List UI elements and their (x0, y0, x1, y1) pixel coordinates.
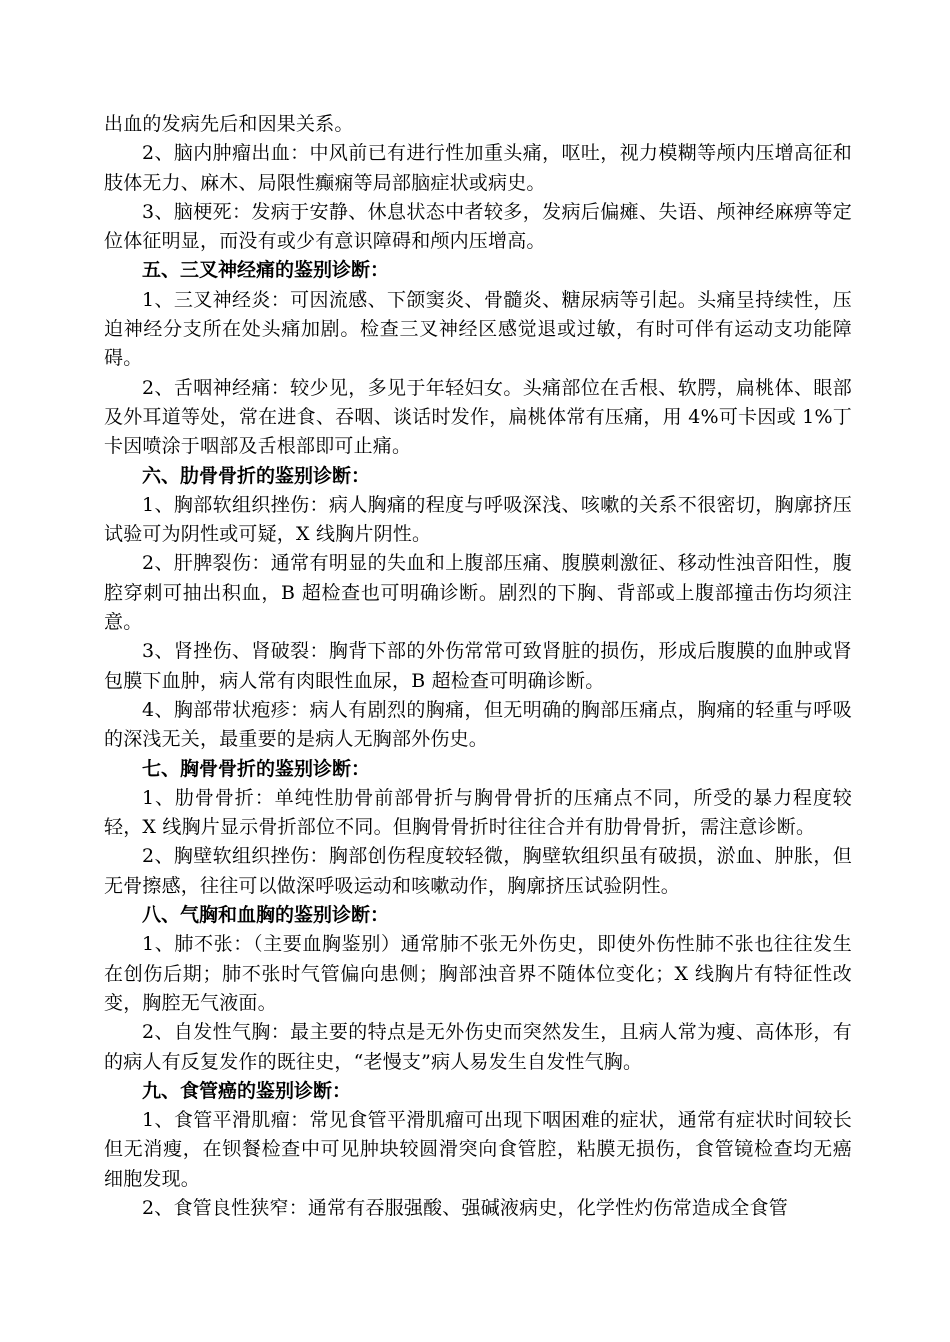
body-paragraph: 1、食管平滑肌瘤：常见食管平滑肌瘤可出现下咽困难的症状，通常有症状时间较长但无消瘦，在钡餐检查中可见肿块较圆滑突向食管腔，粘膜无损伤，食管镜检查均无癌细胞发现。 (104, 1109, 852, 1190)
body-paragraph: 2、胸壁软组织挫伤：胸部创伤程度较轻微，胸壁软组织虽有破损，淤血、肿胀，但无骨擦感，往往可以做深呼吸运动和咳嗽动作，胸廓挤压试验阴性。 (104, 845, 852, 897)
body-paragraph: 1、三叉神经炎：可因流感、下颌窦炎、骨髓炎、糖尿病等引起。头痛呈持续性，压迫神经分支所在处头痛加剧。检查三叉神经区感觉退或过敏，有时可伴有运动支功能障碍。 (104, 288, 852, 370)
body-paragraph: 3、脑梗死：发病于安静、休息状态中者较多，发病后偏瘫、失语、颅神经麻痹等定位体征明显，而没有或少有意识障碍和颅内压增高。 (104, 200, 852, 253)
section-heading: 七、胸骨骨折的鉴别诊断： (142, 757, 371, 780)
section-heading: 九、食管癌的鉴别诊断： (142, 1079, 352, 1102)
body-paragraph: 2、食管良性狭窄：通常有吞服强酸、强碱液病史，化学性灼伤常造成全食管 (142, 1196, 788, 1219)
body-paragraph: 2、脑内肿瘤出血：中风前已有进行性加重头痛，呕吐，视力模糊等颅内压增高征和肢体无力、麻木、局限性癫痫等局部脑症状或病史。 (104, 142, 852, 194)
body-paragraph: 4、胸部带状疱疹：病人有剧烈的胸痛，但无明确的胸部压痛点，胸痛的轻重与呼吸的深浅无关，最重要的是病人无胸部外伤史。 (104, 698, 852, 751)
section-heading: 八、气胸和血胸的鉴别诊断： (142, 904, 390, 927)
body-paragraph: 1、肋骨骨折：单纯性肋骨前部骨折与胸骨骨折的压痛点不同，所受的暴力程度较轻，X 线胸片显示骨折部位不同。但胸骨骨折时往往合并有肋骨骨折，需注意诊断。 (104, 786, 852, 839)
document-page (104, 110, 852, 1223)
section-heading: 五、三叉神经痛的鉴别诊断： (142, 259, 390, 282)
body-paragraph: 1、胸部软组织挫伤：病人胸痛的程度与呼吸深浅、咳嗽的关系不很密切，胸廓挤压试验可为阴性或可疑，X 线胸片阴性。 (104, 493, 852, 546)
section-heading: 六、肋骨骨折的鉴别诊断： (142, 464, 371, 487)
body-paragraph: 出血的发病先后和因果关系。 (104, 113, 354, 135)
body-paragraph: 2、肝脾裂伤：通常有明显的失血和上腹部压痛、腹膜刺激征、移动性浊音阳性，腹腔穿刺可抽出积血，B 超检查也可明确诊断。剧烈的下胸、背部或上腹部撞击伤均须注意。 (104, 552, 852, 634)
body-paragraph: 2、自发性气胸：最主要的特点是无外伤史而突然发生，且病人常为瘦、高体形，有的病人有反复发作的既往史，“老慢支”病人易发生自发性气胸。 (104, 1021, 852, 1073)
body-paragraph: 2、舌咽神经痛：较少见，多见于年轻妇女。头痛部位在舌根、软腭，扁桃体、眼部及外耳道等处，常在进食、吞咽、谈话时发作，扁桃体常有压痛，用 4%可卡因或 1%丁卡因喷涂于咽部及舌根部即可止痛。 (104, 376, 852, 458)
body-paragraph: 3、肾挫伤、肾破裂：胸背下部的外伤常常可致肾脏的损伤，形成后腹膜的血肿或肾包膜下血肿，病人常有肉眼性血尿，B 超检查可明确诊断。 (104, 640, 852, 692)
body-paragraph: 1、肺不张：（主要血胸鉴别）通常肺不张无外伤史，即使外伤性肺不张也往往发生在创伤后期；肺不张时气管偏向患侧；胸部浊音界不随体位变化；X 线胸片有特征性改变，胸腔无气液面。 (104, 933, 852, 1014)
